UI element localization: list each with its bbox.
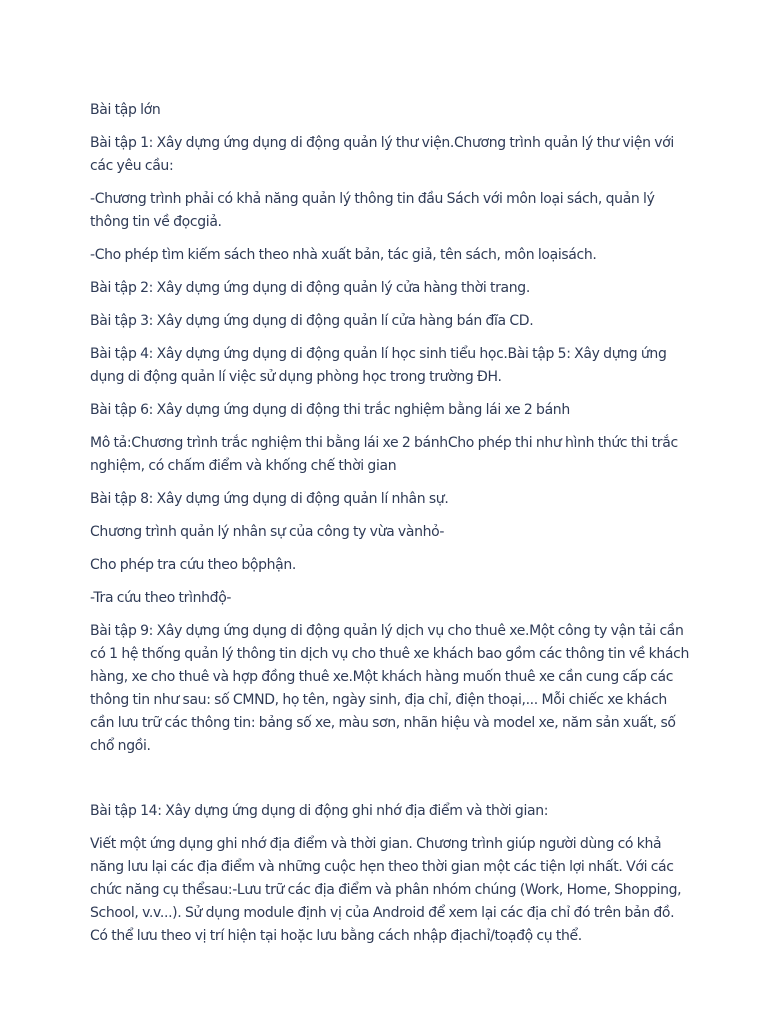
paragraph-exercise-6: Bài tập 6: Xây dựng ứng dụng di động thi trắc nghiệm bằng lái xe 2 bánh [90,402,570,418]
paragraph-exercise-1: Bài tập 1: Xây dựng ứng dụng di động quản lý thư viện.Chương trình quản lý thư viện với các yêu cầu: [90,135,674,174]
paragraph-exercise-4-5: Bài tập 4: Xây dựng ứng dụng di động quản lí học sinh tiểu học.Bài tập 5: Xây dựng ứng dụng di động quản lí việc sử dụng phòng học trong trường ĐH. [90,346,667,385]
paragraph-exercise-14-desc: Viết một ứng dụng ghi nhớ địa điểm và thời gian. Chương trình giúp người dùng có khả năng lưu lại các địa điểm và những cuộc hẹn theo thời gian một các tiện lợi nhất. Với các chức năng cụ thểsau:-Lưu trữ các địa điểm và phân nhóm chúng (Work, Home, Shopping, School, v.v...). Sử dụng module định vị của Android để xem lại các địa chỉ đó trên bản đồ. Có thể lưu theo vị trí hiện tại hoặc lưu bằng cách nhập địachỉ/toạđộ cụ thể. [90,836,682,944]
paragraph-exercise-2: Bài tập 2: Xây dựng ứng dụng di động quản lý cửa hàng thời trang. [90,280,530,296]
paragraph-exercise-6-desc: Mô tả:Chương trình trắc nghiệm thi bằng lái xe 2 bánhCho phép thi như hình thức thi trắc nghiệm, có chấm điểm và khống chế thời gian [90,435,678,474]
paragraph-exercise-8: Bài tập 8: Xây dựng ứng dụng di động quản lí nhân sự. [90,491,449,507]
paragraph-exercise-8-req-1: Cho phép tra cứu theo bộphận. [90,557,296,573]
paragraph-exercise-8-req-2: -Tra cứu theo trìnhđộ- [90,590,232,606]
document-page [90,99,690,958]
paragraph-exercise-9: Bài tập 9: Xây dựng ứng dụng di động quản lý dịch vụ cho thuê xe.Một công ty vận tải cần có 1 hệ thống quản lý thông tin dịch vụ cho thuê xe khách bao gồm các thông tin về khách hàng, xe cho thuê và hợp đồng thuê xe.Một khách hàng muốn thuê xe cần cung cấp các thông tin như sau: số CMND, họ tên, ngày sinh, địa chỉ, điện thoại,... Mỗi chiếc xe khách cần lưu trữ các thông tin: bảng số xe, màu sơn, nhãn hiệu và model xe, năm sản xuất, số chổ ngồi. [90,623,690,754]
paragraph-exercise-1-req-1: -Chương trình phải có khả năng quản lý thông tin đầu Sách với môn loại sách, quản lý thông tin về đọcgiả. [90,191,655,230]
document-title: Bài tập lớn [90,102,161,118]
paragraph-exercise-8-desc: Chương trình quản lý nhân sự của công ty vừa vànhỏ- [90,524,445,540]
paragraph-exercise-3: Bài tập 3: Xây dựng ứng dụng di động quản lí cửa hàng bán đĩa CD. [90,313,534,329]
paragraph-exercise-1-req-2: -Cho phép tìm kiếm sách theo nhà xuất bản, tác giả, tên sách, môn loạisách. [90,247,597,263]
paragraph-exercise-14: Bài tập 14: Xây dựng ứng dụng di động ghi nhớ địa điểm và thời gian: [90,803,549,819]
